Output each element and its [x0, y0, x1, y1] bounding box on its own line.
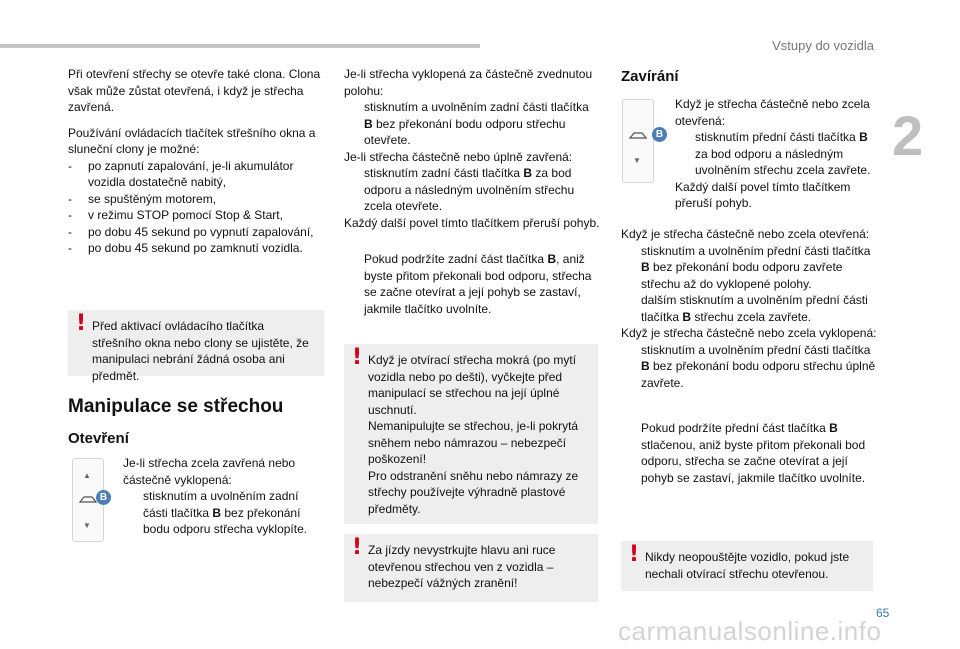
- bullet-text: stisknutím a uvolněním zadní části tlačítka: [364, 100, 589, 114]
- bullet-text: bez překonání bodu odporu střechu otevřete.: [364, 116, 566, 147]
- button-b-badge: B: [652, 127, 667, 142]
- opening-bullet: [123, 488, 323, 538]
- bullet-text: dalším stisknutím a uvolněním přední části tlačítka: [641, 293, 868, 324]
- list-item: - po dobu 45 sekund po zamknutí vozidla.: [68, 240, 326, 257]
- arrow-down-icon: ▼: [83, 521, 91, 530]
- instruction-bullet: [621, 243, 877, 293]
- roof-icon: [629, 130, 647, 140]
- list-item: - se spuštěným motorem,: [68, 191, 326, 208]
- bullet-text: za bod odporu a následným uvolněním střechu zcela zavřete.: [695, 146, 871, 177]
- button-label: B: [364, 116, 373, 131]
- warning-line: Pro odstranění sněhu nebo námrazy ze střechy používejte výhradně plastové předměty.: [368, 468, 579, 516]
- bullet-text: stisknutím a uvolněním zadní části tlačítka: [143, 489, 299, 520]
- bullet-text: střechu zcela zavřete.: [691, 309, 812, 324]
- warning-text: Nikdy neopouštějte vozidlo, pokud jste nechali otvírací střechu otevřenou.: [645, 550, 850, 581]
- section-title: Vstupy do vozidla: [772, 38, 874, 53]
- instruction-bullet: [675, 129, 880, 179]
- button-label: B: [641, 260, 650, 274]
- condition-line: Každý další povel tímto tlačítkem přeruší pohyb.: [344, 215, 600, 230]
- warning-icon: !: [76, 311, 87, 336]
- paragraph-shade: Při otevření střechy se otevře také clona. Clona však může zůstat otevřená, i když je střecha zavřená.: [68, 67, 321, 114]
- warning-line: Nemanipulujte se střechou, je-li pokrytá sněhem nebo námrazou – nebezpečí poškození!: [368, 419, 579, 466]
- availability-list: [68, 158, 326, 257]
- column-1: [68, 66, 326, 257]
- arrow-up-icon: ▲: [83, 471, 91, 480]
- button-label: B: [859, 130, 868, 144]
- bullet-text: stisknutím a uvolněním přední části tlačítka: [641, 243, 871, 258]
- instruction-bullet: [621, 420, 877, 486]
- instruction-bullet: [621, 342, 877, 392]
- arrow-down-icon: ▼: [633, 156, 641, 165]
- roof-icon: [79, 494, 97, 504]
- paragraph-availability: Používání ovládacích tlačítek střešního okna a sluneční clony je možné:: [68, 125, 316, 156]
- list-item: - po zapnutí zapalování, je-li akumulátor vozidla dostatečně nabitý,: [68, 158, 326, 191]
- bullet-text: stlačenou, aniž byste přitom překonali bod odporu, střecha se začne otevírat a její pohyb se zastaví, jakmile tlačítko uvolníte.: [641, 437, 866, 485]
- condition-line: Když je střecha částečně nebo zcela vyklopená:: [621, 326, 877, 340]
- button-label: B: [523, 166, 533, 180]
- instruction-bullet: [344, 99, 600, 149]
- roof-switch-illustration-closing: [622, 99, 654, 183]
- warning-text: [368, 344, 598, 525]
- condition-line: Každý další povel tímto tlačítkem přeruší pohyb.: [675, 179, 851, 210]
- warning-text: Za jízdy nevystrkujte hlavu ani ruce otevřenou střechou ven z vozidla – nebezpečí vážných zranění!: [368, 543, 556, 590]
- column-3: [621, 226, 877, 391]
- bullet-text: Pokud podržíte přední část tlačítka: [641, 421, 830, 435]
- button-label: B: [641, 359, 650, 373]
- instruction-bullet: [621, 292, 877, 325]
- condition-line: Když je střecha částečně nebo zcela otevřená:: [621, 227, 870, 241]
- condition-line: Je-li střecha částečně nebo úplně zavřená:: [344, 149, 573, 164]
- warning-line: Když je otvírací střecha mokrá (po mytí vozidla nebo po dešti), vyčkejte před manipulací se střechou na její úplné uschnutí.: [368, 353, 577, 417]
- button-b-badge: B: [96, 490, 111, 505]
- watermark: carmanualsonline.info: [618, 616, 882, 646]
- page-number: 65: [876, 606, 890, 620]
- closing-intro: Když je střecha částečně nebo zcela otevřená:: [675, 97, 870, 128]
- warning-box-obstruction: [68, 310, 324, 383]
- warning-text: Před aktivací ovládacího tlačítka střešního okna nebo clony se ujistěte, že manipulaci nebrání žádná osoba ani předmět.: [92, 319, 309, 383]
- warning-icon: !: [352, 535, 363, 560]
- heading-roof-operation: Manipulace se střechou: [68, 396, 284, 417]
- button-label: B: [682, 309, 692, 324]
- bullet-text: stisknutím přední části tlačítka: [695, 130, 860, 144]
- bullet-text: bez překonání bodu odporu zavřete střechu až do vyklopené polohy.: [641, 260, 843, 291]
- button-label: B: [829, 421, 838, 435]
- opening-intro: Je-li střecha zcela zavřená nebo částečně vyklopená:: [123, 456, 296, 487]
- chapter-number: 2: [892, 104, 924, 167]
- closing-instructions: [675, 96, 880, 212]
- column-2: [344, 66, 600, 317]
- opening-instructions: [123, 455, 323, 538]
- list-item: - po dobu 45 sekund po vypnutí zapalování,: [68, 224, 326, 241]
- button-label: B: [212, 505, 222, 520]
- header-rule: [0, 44, 480, 48]
- bullet-text: stisknutím zadní části tlačítka: [364, 166, 524, 180]
- warning-box-wet-roof: [344, 344, 598, 524]
- warning-icon: !: [629, 542, 640, 567]
- warning-box-head-hands: [344, 534, 598, 602]
- condition-line: Je-li střecha vyklopená za částečně zvednutou polohu:: [344, 67, 593, 98]
- warning-icon: !: [352, 345, 363, 370]
- warning-box-leave-vehicle: [621, 541, 873, 591]
- list-item: - v režimu STOP pomocí Stop & Start,: [68, 207, 326, 224]
- instruction-bullet: [344, 251, 600, 317]
- button-label: B: [547, 252, 557, 266]
- bullet-text: bez překonání bodu odporu střecha vyklopíte.: [143, 505, 308, 536]
- heading-closing: Zavírání: [621, 68, 679, 85]
- hold-instruction: [621, 420, 877, 486]
- bullet-text: , aniž byste přitom překonali bod odporu, střecha se začne otevírat a její pohyb se zastaví, jakmile tlačítko uvolníte.: [364, 252, 592, 316]
- bullet-text: za bod odporu a následným uvolněním střechu zcela otevřete.: [364, 166, 575, 213]
- subheading-opening: Otevření: [68, 430, 129, 447]
- bullet-text: stisknutím a uvolněním přední části tlačítka: [641, 342, 871, 357]
- bullet-text: bez překonání bodu odporu střechu úplně zavřete.: [641, 359, 876, 390]
- instruction-bullet: [344, 165, 600, 215]
- bullet-text: Pokud podržíte zadní část tlačítka: [364, 252, 548, 266]
